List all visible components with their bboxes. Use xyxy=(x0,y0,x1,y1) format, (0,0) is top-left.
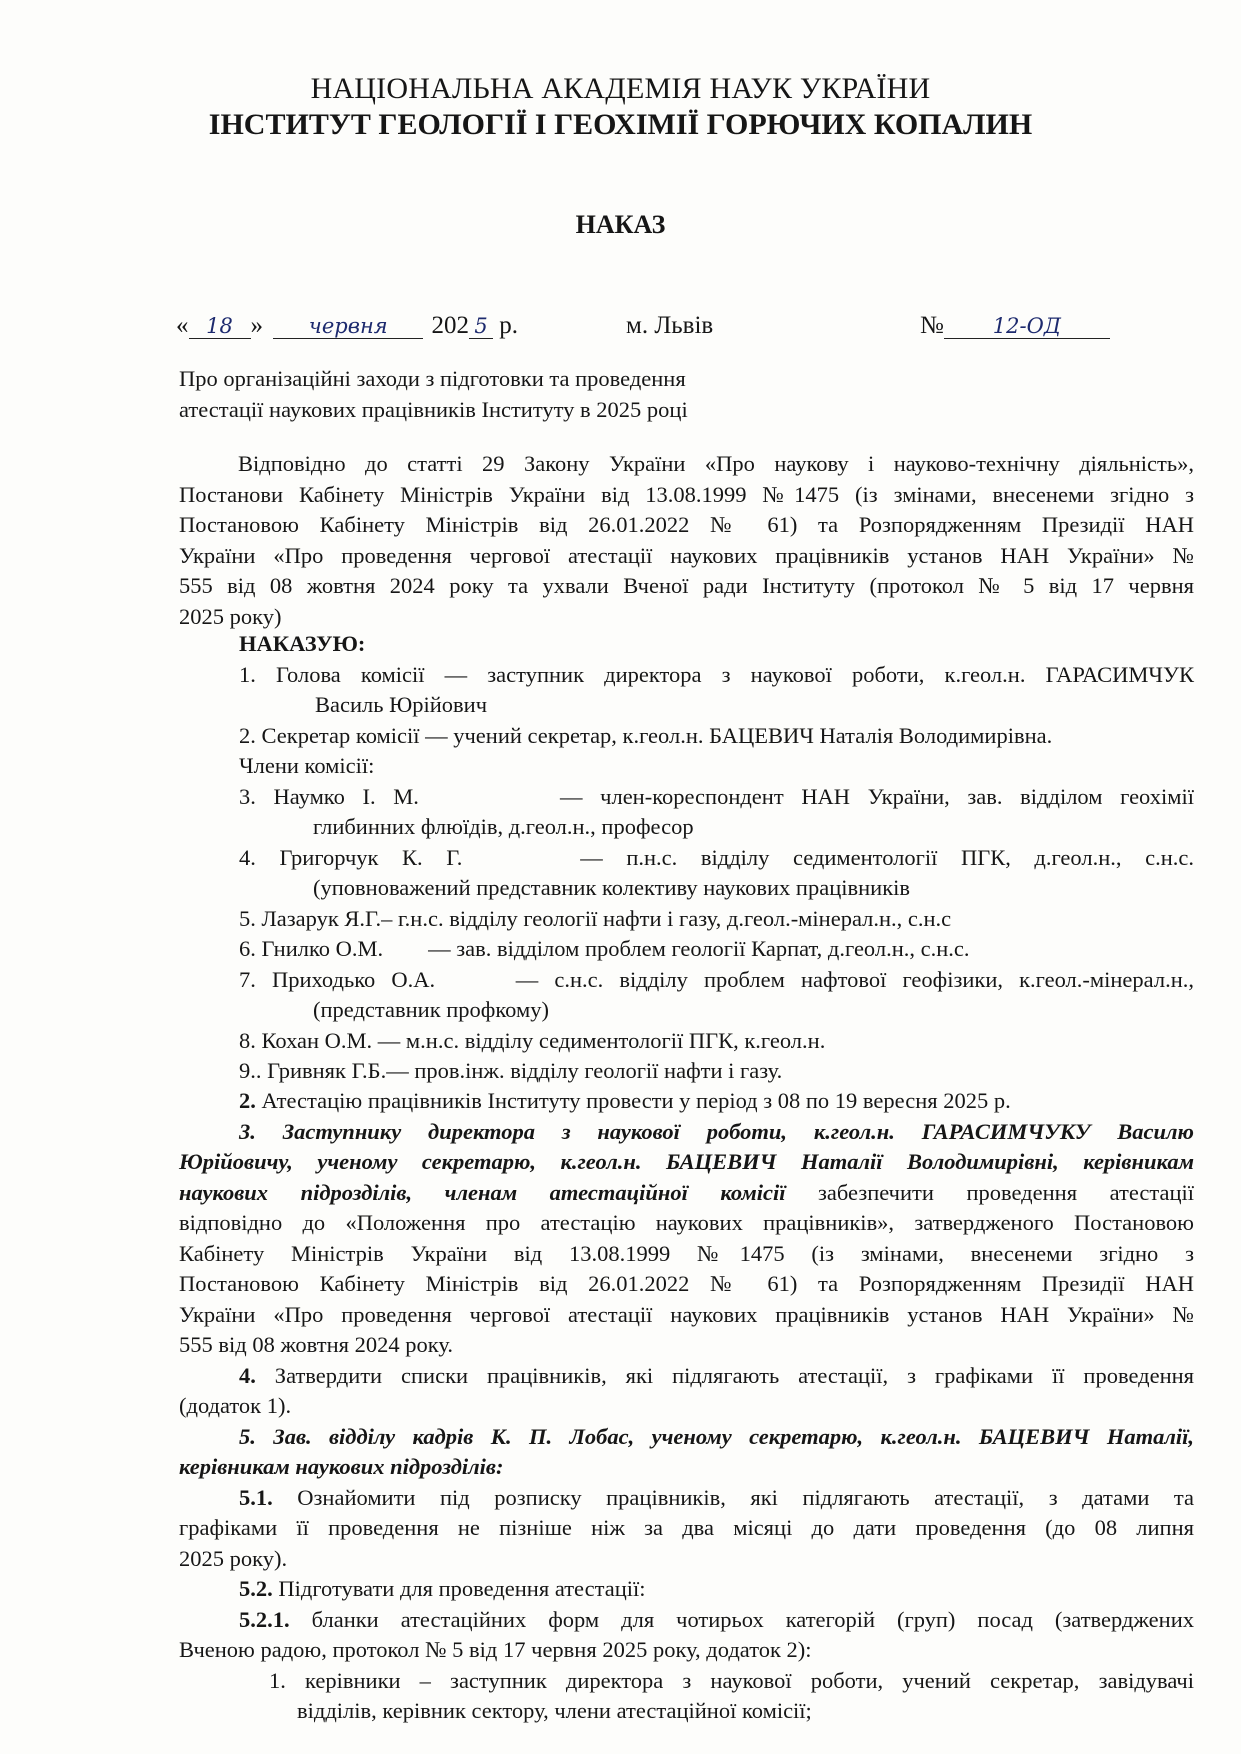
document-title: НАКАЗ xyxy=(575,210,666,239)
member-8: 8. Кохан О.М. — м.н.с. відділу седиментології ПГК, к.геол.н. xyxy=(239,1027,826,1053)
clause-5-2: 5.2. Підготувати для проведення атестації: xyxy=(239,1576,646,1601)
member-7: 7. Приходько О.А. — с.н.с. відділу проблем нафтової геофізики, к.геол.-мінерал.н., xyxy=(239,966,1194,992)
commission-list: НАКАЗУЮ: 1. Голова комісії — заступник директора з наукової роботи, к.геол.н. ГАРАСИМЧУК Василь Юрійович 2. Секретар комісії — учений секретар, к.геол.н. БАЦЕВИЧ Наталія Володимирівна. Члени комісії: 3. Наумко І. М. — член-кореспондент НАН України, зав. відділом геохімії глибинних флюїдів, д.геол.н., професор 4. Григорчук К. Г. — п.н.с. відділу седиментології ПГК, д.геол.н., с.н.с. (уповноважений представник колективу наукових працівників 5. Лазарук Я.Г.– г.н.с. відділу геології нафти і газу, д.геол.-мінерал.н., с.н.с 6. Гнилко О.М. — зав. відділом проблем геології Карпат, д.геол.н., с.н.с. 7. Приходько О.А. — с.н.с. відділу проблем нафтової геофізики, к.геол.-мінерал.н., (представник профкому) 8. Кохан О.М. — м.н.с. відділу седиментології ПГК, к.геол.н. 9.. Гривняк Г.Б.— пров.інж. відділу геології нафти і газу. xyxy=(179,629,1194,1087)
order-clauses: 2. Атестацію працівників Інституту провести у період з 08 по 19 вересня 2025 р. 3. Заступнику директора з наукової роботи, к.геол.н. ГАРАСИМЧУКУ Василю Юрійовичу, ученому секретарю, к.геол.н. БАЦЕВИЧ Наталії Володимирівні, керівникам наукових підрозділів, членам атестаційної комісії забезпечити проведення атестації відповідно до «Положення про атестацію наукових працівників», затвердженого Постановою Кабінету Міністрів України від 13.08.1999 №1475 (із змінами, внесенеми згідно з Постановою Кабінету Міністрів від 26.01.2022 № 61) та Розпорядженням Президії НАН України «Про проведення чергової атестації наукових працівників установ НАН України» № 555 від 08 жовтня 2024 року. 4. Затвердити списки працівників, які підлягають атестації, з графіками її проведення (додаток 1). 5. Зав. відділу кадрів К. П. Лобас, ученому секретарю, к.геол.н. БАЦЕВИЧ Наталії, керівникам наукових підрозділів: 5.1. Ознайомити під розписку працівників, які підлягають атестації, з датами та графіками її проведення не пізніше ніж за два місяці до дати проведення (до 08 липня 2025 року). 5.2. Підготувати для проведення атестації: 5.2.1. бланки атестаційних форм для чотирьох категорій (груп) посад (затверджених Вченою радою, протокол № 5 від 17 червня 2025 року, додаток 2): 1. керівники – заступник директора з наукової роботи, учений секретар, завідувачі відділів, керівник сектору, члени атестаційної комісії; xyxy=(179,1088,1194,1723)
date-day: 18 xyxy=(206,314,233,338)
member-6: 6. Гнилко О.М. — зав. відділом проблем геології Карпат, д.геол.н., с.н.с. xyxy=(239,936,970,961)
date-month: червня xyxy=(308,314,388,338)
member-3: 3. Наумко І. М. — член-кореспондент НАН України, зав. відділом геохімії xyxy=(239,783,1194,809)
preamble: Відповідно до статті 29 Закону України «Про наукову і науково-технічну діяльність», Постанови Кабінету Міністрів України від 13.08.1999 №1475 (із змінами, внесенеми згідно з Постановою Кабінету Міністрів від 26.01.2022 № 61) та Розпорядженням Президії НАН України «Про проведення чергової атестації наукових працівників установ НАН України» № 555 від 08 жовтня 2024 року та ухвали Вченої ради Інституту (протокол № 5 від 17 червня 2025 року) xyxy=(179,451,1194,629)
clause-4: 4. Затвердити списки працівників, які підлягають атестації, з графіками її проведення xyxy=(239,1362,1194,1388)
order-subject: Про організаційні заходи з підготовки та проведення атестації наукових працівників Інституту в 2025 році xyxy=(179,366,688,422)
member-5: 5. Лазарук Я.Г.– г.н.с. відділу геології нафти і газу, д.геол.-мінерал.н., с.н.с xyxy=(239,905,952,931)
clause-3: 3. Заступнику директора з наукової роботи, к.геол.н. ГАРАСИМЧУКУ Василю xyxy=(239,1118,1194,1144)
order-number: № 12-ОД xyxy=(920,312,1110,340)
commission-chair: 1. Голова комісії — заступник директора з наукової роботи, к.геол.н. ГАРАСИМЧУК xyxy=(239,661,1194,687)
date-year-digit: 5 xyxy=(474,314,488,338)
members-label: Члени комісії: xyxy=(239,753,375,778)
city: м. Львів xyxy=(626,312,714,339)
clause-5: 5. Зав. відділу кадрів К. П. Лобас, ученому секретарю, к.геол.н. БАЦЕВИЧ Наталії, xyxy=(239,1423,1194,1449)
institute-name: ІНСТИТУТ ГЕОЛОГІЇ І ГЕОХІМІЇ ГОРЮЧИХ КОПАЛИН xyxy=(208,108,1033,141)
clause-5-1: 5.1. Ознайомити під розписку працівників, які підлягають атестації, з датами та xyxy=(239,1484,1194,1510)
commission-secretary: 2. Секретар комісії — учений секретар, к.геол.н. БАЦЕВИЧ Наталія Володимирівна. xyxy=(239,722,1053,748)
member-4: 4. Григорчук К. Г. — п.н.с. відділу седиментології ПГК, д.геол.н., с.н.с. xyxy=(239,844,1194,870)
academy-name: НАЦІОНАЛЬНА АКАДЕМІЯ НАУК УКРАЇНИ xyxy=(310,72,931,105)
order-number-value: 12-ОД xyxy=(992,314,1061,338)
category-item-1: 1. керівники – заступник директора з наукової роботи, учений секретар, завідувачі xyxy=(269,1667,1194,1693)
clause-2: 2. Атестацію працівників Інституту провести у період з 08 по 19 вересня 2025 р. xyxy=(239,1088,1011,1113)
date-field: « 18 » червня 202 5 р. xyxy=(176,312,518,339)
member-9: 9.. Гривняк Г.Б.— пров.інж. відділу геології нафти і газу. xyxy=(239,1058,783,1083)
order-word: НАКАЗУЮ: xyxy=(239,631,366,656)
clause-5-2-1: 5.2.1. бланки атестаційних форм для чотирьох категорій (груп) посад (затверджених xyxy=(239,1606,1194,1632)
